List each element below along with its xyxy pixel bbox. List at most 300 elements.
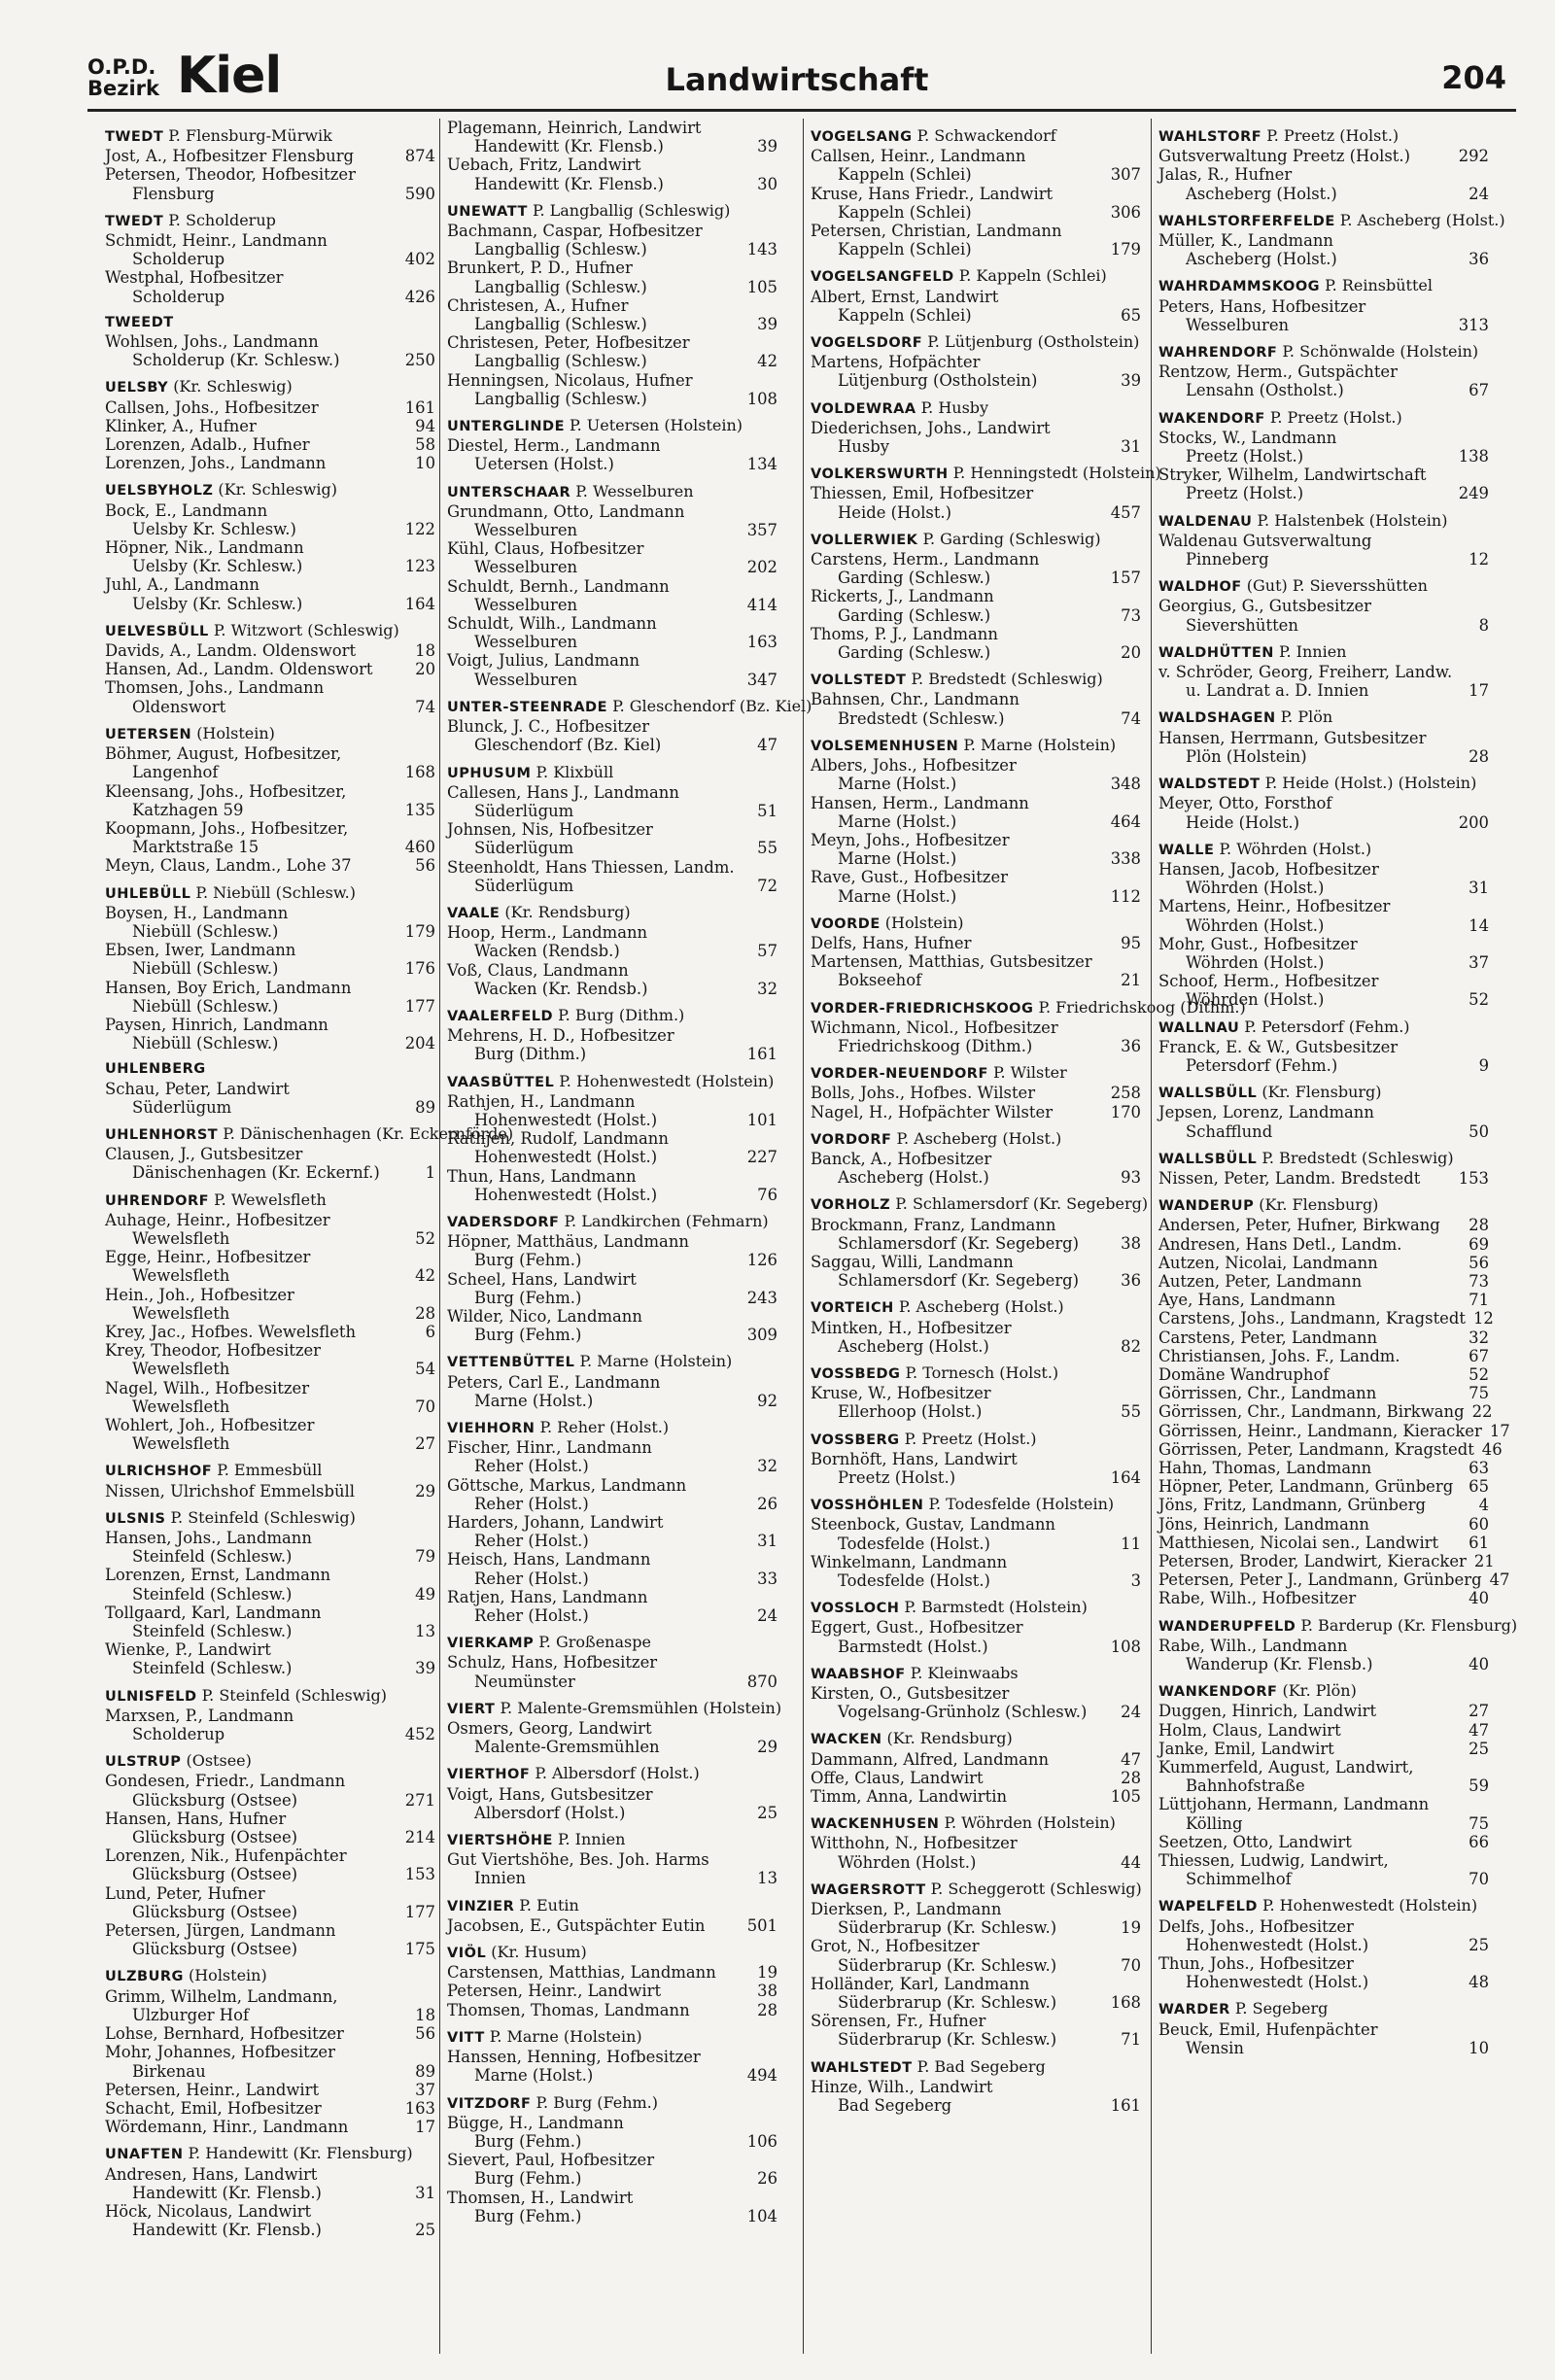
- entry-number: 70: [1469, 1870, 1489, 1889]
- place-heading: [1158, 1195, 1489, 1216]
- directory-entry: [811, 1450, 1141, 1487]
- entry-name-line: [1158, 1384, 1489, 1402]
- place-info: P. Barmstedt (Holstein): [904, 1598, 1088, 1617]
- entry-text: Kruse, W., Hofbesitzer: [811, 1384, 991, 1403]
- place-heading: [1158, 642, 1489, 663]
- entry-name-line: [811, 756, 1141, 775]
- entry-text: Friedrichskoog (Dithm.): [838, 1036, 1033, 1055]
- entry-location-line: [447, 1045, 778, 1063]
- entry-name-line: [447, 961, 778, 980]
- entry-name-line: [105, 1016, 435, 1034]
- entry-text: Hansen, Herm., Landmann: [811, 793, 1029, 812]
- entry-location-line: [447, 736, 778, 754]
- entry-text: Garding (Schlesw.): [838, 569, 991, 588]
- column-4: [1158, 119, 1518, 2363]
- directory-entry: [1158, 1833, 1489, 1851]
- entry-text: Süderbrarup (Kr. Schlesw.): [838, 1918, 1057, 1938]
- entry-location-line: [447, 1804, 778, 1822]
- entry-number: [1133, 1450, 1141, 1468]
- entry-text: Steenbock, Gustav, Landmann: [811, 1515, 1055, 1535]
- entry-name-line: [447, 717, 778, 736]
- entry-number: 55: [757, 839, 778, 858]
- entry-location-line: [811, 606, 1141, 625]
- entry-name-line: [1158, 2020, 1489, 2039]
- directory-entry: [105, 231, 435, 268]
- directory-entry: [811, 625, 1141, 662]
- entry-number: 30: [757, 174, 778, 193]
- entry-number: 153: [404, 1865, 435, 1884]
- place-name: VITZDORF: [447, 2095, 532, 2112]
- place-heading: [105, 724, 435, 744]
- entry-location-line: [447, 1392, 778, 1410]
- entry-text: Schafflund: [1186, 1121, 1273, 1141]
- directory-entry: [1158, 1589, 1489, 1607]
- entry-text: Steinfeld (Schlesw.): [132, 1659, 293, 1678]
- directory-entry: [1158, 1702, 1489, 1720]
- entry-text: Wewelsfleth: [132, 1266, 230, 1286]
- place-heading: [811, 1598, 1141, 1618]
- entry-number: [1133, 1900, 1141, 1918]
- entry-text: Voß, Claus, Landmann: [447, 960, 629, 980]
- entry-number: [1133, 484, 1141, 502]
- entry-name-line: [811, 952, 1141, 971]
- place-heading: [811, 1430, 1141, 1450]
- entry-number: [428, 1640, 435, 1659]
- entry-number: [770, 858, 778, 877]
- entry-text: Carstens, Herm., Landmann: [811, 550, 1040, 569]
- entry-number: [428, 332, 435, 351]
- entry-number: [770, 1026, 778, 1045]
- directory-entry: [811, 1253, 1141, 1290]
- entry-text: Schau, Peter, Landwirt: [105, 1079, 290, 1098]
- place-heading: [1158, 707, 1489, 728]
- entry-number: [428, 1529, 435, 1547]
- entry-name-line: [105, 1640, 435, 1659]
- entry-text: Kappeln (Schlei): [838, 240, 972, 259]
- entry-number: [770, 1719, 778, 1738]
- entry-location-line: [447, 1869, 778, 1887]
- entry-text: Burg (Fehm.): [474, 1326, 582, 1345]
- entry-number: 163: [404, 2098, 435, 2118]
- place-heading: [447, 1072, 778, 1092]
- entry-number: [1481, 729, 1489, 747]
- entry-number: 69: [1469, 1234, 1489, 1254]
- entry-name-line: [1158, 1459, 1489, 1477]
- entry-name-line: [447, 923, 778, 942]
- entry-name-line: [811, 1750, 1141, 1769]
- entry-text: Wesselburen: [474, 521, 578, 540]
- place-heading: [811, 1664, 1141, 1684]
- directory-entry: [1158, 429, 1489, 466]
- place-info: P. Scholderup: [168, 210, 276, 229]
- entry-number: [1481, 231, 1489, 250]
- entry-text: Süderlügum: [474, 876, 574, 895]
- directory-entry: [811, 1018, 1141, 1055]
- entry-location-line: [811, 437, 1141, 456]
- entry-text: Hohenwestedt (Holst.): [1186, 1935, 1369, 1954]
- entry-name-line: [447, 2114, 778, 2132]
- entry-number: [1133, 185, 1141, 203]
- entry-number: 51: [757, 801, 778, 820]
- entry-text: Wewelsfleth: [132, 1303, 230, 1323]
- entry-text: Wöhrden (Holst.): [1186, 990, 1325, 1010]
- entry-text: Glücksburg (Ostsee): [132, 1940, 298, 1959]
- entry-number: 161: [404, 397, 435, 417]
- entry-name-line: [811, 1319, 1141, 1337]
- entry-text: Höpner, Nik., Landmann: [105, 538, 304, 558]
- entry-name-line: [1158, 429, 1489, 447]
- place-name: WAHLSTORF: [1158, 129, 1262, 145]
- entry-text: Todesfelde (Holst.): [838, 1534, 990, 1553]
- entry-location-line: [105, 1163, 435, 1182]
- entry-location-line: [1158, 250, 1489, 268]
- place-name: WALLE: [1158, 842, 1215, 858]
- entry-text: Wewelsfleth: [132, 1434, 230, 1454]
- entry-name-line: [105, 2081, 435, 2099]
- entry-name-line: [447, 858, 778, 877]
- entry-number: [1133, 756, 1141, 775]
- entry-number: 179: [404, 921, 435, 941]
- entry-number: 164: [404, 594, 435, 613]
- entry-text: Wewelsfleth: [132, 1360, 230, 1379]
- entry-location-line: [811, 1037, 1141, 1055]
- place-info: P. Friedrichskoog (Dithm.): [1038, 997, 1246, 1017]
- entry-number: 17: [1489, 1421, 1510, 1440]
- place-heading: [447, 2093, 778, 2114]
- entry-text: Böhmer, August, Hofbesitzer,: [105, 744, 342, 764]
- entry-number: 72: [757, 876, 778, 895]
- entry-text: Wohlert, Joh., Hofbesitzer: [105, 1416, 315, 1434]
- entry-location-line: [105, 351, 435, 369]
- directory-entry: [1158, 1439, 1503, 1459]
- entry-name-line: [105, 979, 435, 997]
- entry-number: [770, 371, 778, 390]
- entry-text: Göttsche, Markus, Landmann: [447, 1475, 687, 1495]
- entry-number: 168: [1110, 1993, 1141, 2013]
- entry-name-line: [447, 1850, 778, 1869]
- directory-entry: [1158, 1758, 1489, 1795]
- directory-entry: [811, 353, 1141, 390]
- directory-entry: [447, 1653, 778, 1690]
- entry-text: Scheel, Hans, Landwirt: [447, 1269, 637, 1289]
- entry-location-line: [447, 1738, 778, 1756]
- entry-number: [770, 961, 778, 980]
- entry-text: Rabe, Wilh., Hofbesitzer: [1158, 1589, 1357, 1608]
- directory-entry: [105, 2043, 435, 2080]
- directory-entry: [105, 268, 435, 305]
- place-heading: [1158, 1083, 1489, 1103]
- place-info: (Kr. Flensburg): [1259, 1195, 1379, 1215]
- place-name: VOSSBERG: [811, 1431, 900, 1448]
- entry-name-line: [447, 783, 778, 802]
- entry-text: Uebach, Fritz, Landwirt: [447, 155, 641, 175]
- entry-number: 28: [415, 1303, 435, 1323]
- entry-number: [770, 1270, 778, 1289]
- entry-location-line: [105, 185, 435, 203]
- place-heading: [105, 1751, 435, 1772]
- place-name: ULZBURG: [105, 1969, 184, 1985]
- entry-number: 164: [1110, 1468, 1141, 1487]
- place-heading: [811, 1363, 1141, 1384]
- directory-entry: [105, 1846, 435, 1883]
- entry-location-line: [105, 1397, 435, 1416]
- place-name: VOORDE: [811, 915, 881, 932]
- entry-text: Ratjen, Hans, Landmann: [447, 1587, 648, 1606]
- entry-name-line: [105, 1810, 435, 1828]
- entry-number: 170: [1110, 1102, 1141, 1121]
- entry-location-line: [105, 1865, 435, 1883]
- entry-number: 313: [1458, 315, 1489, 334]
- directory-entry: [811, 1216, 1141, 1253]
- entry-location-line: [811, 2030, 1141, 2049]
- place-name: WAHLSTORFERFELDE: [1158, 213, 1335, 229]
- directory-entry: [811, 794, 1141, 831]
- entry-text: Heisch, Hans, Landmann: [447, 1550, 651, 1569]
- entry-name-line: [105, 1482, 435, 1500]
- entry-number: 74: [415, 697, 435, 716]
- entry-text: Hansen, Boy Erich, Landmann: [105, 978, 352, 997]
- entry-name-line: [1158, 1534, 1489, 1552]
- entry-name-line: [811, 1103, 1141, 1121]
- entry-name-line: [105, 1604, 435, 1622]
- entry-text: Thun, Johs., Hofbesitzer: [1158, 1954, 1354, 1974]
- entry-number: 460: [404, 838, 435, 857]
- entry-text: Lütjenburg (Ostholstein): [838, 371, 1038, 391]
- place-name: UELSBYHOLZ: [105, 483, 214, 500]
- entry-name-line: [105, 660, 435, 678]
- place-info: P. Klixbüll: [536, 762, 614, 781]
- entry-text: Duggen, Hinrich, Landwirt: [1158, 1702, 1377, 1721]
- column-divider: [803, 119, 804, 2354]
- entry-name-line: [447, 1719, 778, 1738]
- entry-name-line: [811, 1150, 1141, 1168]
- entry-number: [428, 1987, 435, 2006]
- entry-number: [1481, 860, 1489, 879]
- entry-name-line: [1158, 597, 1489, 615]
- entry-number: [428, 2202, 435, 2221]
- place-name: VOLLERWIEK: [811, 532, 918, 548]
- place-info: P. Wöhrden (Holstein): [944, 1813, 1116, 1833]
- entry-text: Bad Segeberg: [838, 2096, 952, 2116]
- place-heading: [811, 464, 1161, 484]
- place-name: WAHRENDORF: [1158, 345, 1278, 362]
- entry-text: Scholderup (Kr. Schlesw.): [132, 351, 340, 370]
- directory-entry: [447, 155, 778, 192]
- place-name: VORDORF: [811, 1131, 892, 1148]
- entry-text: Jalas, R., Hufner: [1158, 165, 1293, 185]
- place-info: P. Segeberg: [1234, 1999, 1329, 2018]
- directory-entry: [447, 1129, 778, 1166]
- entry-text: Ellerhoop (Holst.): [838, 1402, 983, 1422]
- entry-text: Kühl, Claus, Hofbesitzer: [447, 539, 644, 559]
- entry-location-line: [447, 1326, 778, 1344]
- entry-text: Burg (Dithm.): [474, 1045, 587, 1064]
- place-heading: [1158, 576, 1489, 597]
- entry-text: Barmstedt (Holst.): [838, 1637, 988, 1656]
- entry-text: Jepsen, Lorenz, Landmann: [1158, 1103, 1374, 1122]
- entry-name-line: [447, 1438, 778, 1457]
- entry-text: Uetersen (Holst.): [474, 455, 614, 474]
- entry-number: 250: [404, 351, 435, 370]
- directory-entry: [105, 1248, 435, 1285]
- place-info: P. Wesselburen: [575, 481, 694, 500]
- directory-entry: [447, 1588, 778, 1625]
- entry-name-line: [105, 2202, 435, 2221]
- directory-entry: [1158, 466, 1489, 502]
- entry-name-line: [811, 1450, 1141, 1468]
- entry-text: Glücksburg (Ostsee): [132, 1865, 298, 1884]
- entry-text: Niebüll (Schlesw.): [132, 959, 279, 979]
- entry-text: Autzen, Nicolai, Landmann: [1158, 1253, 1378, 1272]
- entry-name-line: [105, 1248, 435, 1266]
- entry-text: Steinfeld (Schlesw.): [132, 1584, 293, 1604]
- entry-number: 870: [746, 1672, 778, 1691]
- entry-number: [1481, 935, 1489, 953]
- entry-location-line: [447, 240, 778, 259]
- entry-location-line: [447, 1148, 778, 1166]
- entry-location-line: [447, 1186, 778, 1204]
- entry-text: Süderlügum: [474, 839, 574, 858]
- entry-location-line: [447, 1569, 778, 1588]
- entry-number: 214: [404, 1828, 435, 1847]
- entry-name-line: [105, 332, 435, 351]
- entry-location-line: [447, 1673, 778, 1691]
- entry-text: Hanssen, Henning, Hofbesitzer: [447, 2048, 701, 2067]
- entry-text: Schmidt, Heinr., Landmann: [105, 231, 328, 251]
- directory-entry: [447, 119, 778, 155]
- directory-entry: [811, 868, 1141, 905]
- directory-entry: [1158, 1103, 1489, 1140]
- entry-name-line: [1158, 1402, 1493, 1422]
- entry-number: [1481, 597, 1489, 615]
- entry-name-line: [811, 1018, 1141, 1037]
- entry-text: Burg (Fehm.): [474, 2206, 582, 2225]
- entry-name-line: [1158, 1103, 1489, 1121]
- place-heading: [447, 1764, 778, 1784]
- entry-text: Mintken, H., Hofbesitzer: [811, 1318, 1012, 1337]
- entry-name-line: [1158, 1421, 1510, 1440]
- entry-location-line: [1158, 1056, 1489, 1075]
- place-info: P. Dänischenhagen (Kr. Eckernförde): [223, 1123, 514, 1143]
- entry-number: 25: [757, 1803, 778, 1822]
- entry-number: 14: [1469, 915, 1489, 935]
- entry-location-line: [1158, 747, 1489, 766]
- directory-entry: [105, 1016, 435, 1052]
- page-header: [87, 49, 1506, 107]
- place-name: WANDERUP: [1158, 1198, 1255, 1215]
- entry-number: 126: [746, 1251, 778, 1270]
- entry-number: 177: [404, 1902, 435, 1921]
- place-name: UELVESBÜLL: [105, 623, 209, 639]
- entry-location-line: [447, 1532, 778, 1550]
- directory-entry: [105, 147, 435, 165]
- entry-text: Lorenzen, Nik., Hufenpächter: [105, 1846, 347, 1866]
- entry-name-line: [105, 1707, 435, 1725]
- place-heading: [105, 1461, 435, 1481]
- entry-number: 26: [757, 1494, 778, 1513]
- directory-entry: [447, 1026, 778, 1063]
- entry-number: 55: [1121, 1402, 1141, 1422]
- entry-text: Uelsby (Kr. Schlesw.): [132, 594, 303, 613]
- place-heading: [447, 1830, 778, 1850]
- entry-text: Kappeln (Schlei): [838, 202, 972, 222]
- entry-number: 402: [404, 250, 435, 269]
- place-heading: [105, 1966, 435, 1986]
- entry-number: [1133, 1384, 1141, 1402]
- entry-number: 12: [1469, 550, 1489, 569]
- entry-text: Oldenswort: [132, 697, 226, 716]
- entry-number: 75: [1469, 1813, 1489, 1833]
- entry-text: Handewitt (Kr. Flensb.): [474, 174, 664, 193]
- place-name: WAHRDAMMSKOOG: [1158, 279, 1321, 295]
- place-name: WAGERSROTT: [811, 1881, 926, 1898]
- entry-number: [428, 1286, 435, 1304]
- entry-location-line: [811, 306, 1141, 325]
- entry-text: Wacken (Kr. Rendsb.): [474, 979, 648, 998]
- directory-entry: [447, 1092, 778, 1129]
- entry-text: Steenholdt, Hans Thiessen, Landm.: [447, 857, 735, 877]
- entry-text: Harders, Johann, Landwirt: [447, 1513, 664, 1533]
- entry-name-line: [105, 1145, 435, 1163]
- entry-number: [1133, 868, 1141, 886]
- entry-location-line: [1158, 484, 1489, 502]
- entry-name-line: [811, 690, 1141, 708]
- entry-text: Schuldt, Wilh., Landmann: [447, 614, 657, 634]
- entry-text: Thomsen, H., Landwirt: [447, 2188, 634, 2207]
- place-name: VIERTSHÖHE: [447, 1833, 553, 1849]
- entry-text: Jöns, Fritz, Landmann, Grünberg: [1158, 1496, 1427, 1515]
- entry-text: Steinfeld (Schlesw.): [132, 1622, 293, 1641]
- column-2: [447, 119, 812, 2363]
- entry-location-line: [447, 2132, 778, 2151]
- entry-number: 590: [404, 184, 435, 203]
- entry-number: 70: [415, 1397, 435, 1416]
- entry-number: [770, 1167, 778, 1186]
- place-heading: [811, 1813, 1141, 1834]
- entry-number: [1133, 1515, 1141, 1534]
- directory-entry: [105, 941, 435, 978]
- place-name: WAABSHOF: [811, 1666, 906, 1682]
- entry-name-line: [447, 155, 778, 174]
- entry-number: [1133, 550, 1141, 569]
- entry-text: Höpner, Peter, Landmann, Grünberg: [1158, 1477, 1454, 1497]
- entry-number: [770, 1850, 778, 1869]
- entry-name-line: [1158, 729, 1489, 747]
- entry-text: Langballig (Schlesw.): [474, 277, 647, 296]
- entry-number: 306: [1110, 202, 1141, 222]
- entry-number: 11: [1121, 1534, 1141, 1553]
- entry-text: Thiessen, Ludwig, Landwirt,: [1158, 1851, 1389, 1871]
- place-info: P. Ascheberg (Holst.): [1339, 210, 1505, 229]
- directory-entry: [1158, 362, 1489, 399]
- entry-text: Hohenwestedt (Holst.): [474, 1148, 658, 1167]
- place-name: VOLLSTEDT: [811, 673, 907, 689]
- entry-number: [428, 782, 435, 801]
- entry-number: 95: [1121, 933, 1141, 952]
- entry-location-line: [811, 165, 1141, 184]
- entry-text: Wewelsfleth: [132, 1228, 230, 1248]
- directory-entry: [811, 1515, 1141, 1552]
- directory-entry: [447, 333, 778, 370]
- entry-location-line: [447, 1289, 778, 1307]
- entry-number: 40: [1469, 1655, 1489, 1674]
- entry-text: Klinker, A., Hufner: [105, 416, 257, 435]
- entry-location-line: [447, 455, 778, 473]
- entry-name-line: [447, 502, 778, 521]
- entry-name-line: [447, 333, 778, 352]
- entry-number: 18: [415, 641, 435, 661]
- entry-text: Glücksburg (Ostsee): [132, 1902, 298, 1921]
